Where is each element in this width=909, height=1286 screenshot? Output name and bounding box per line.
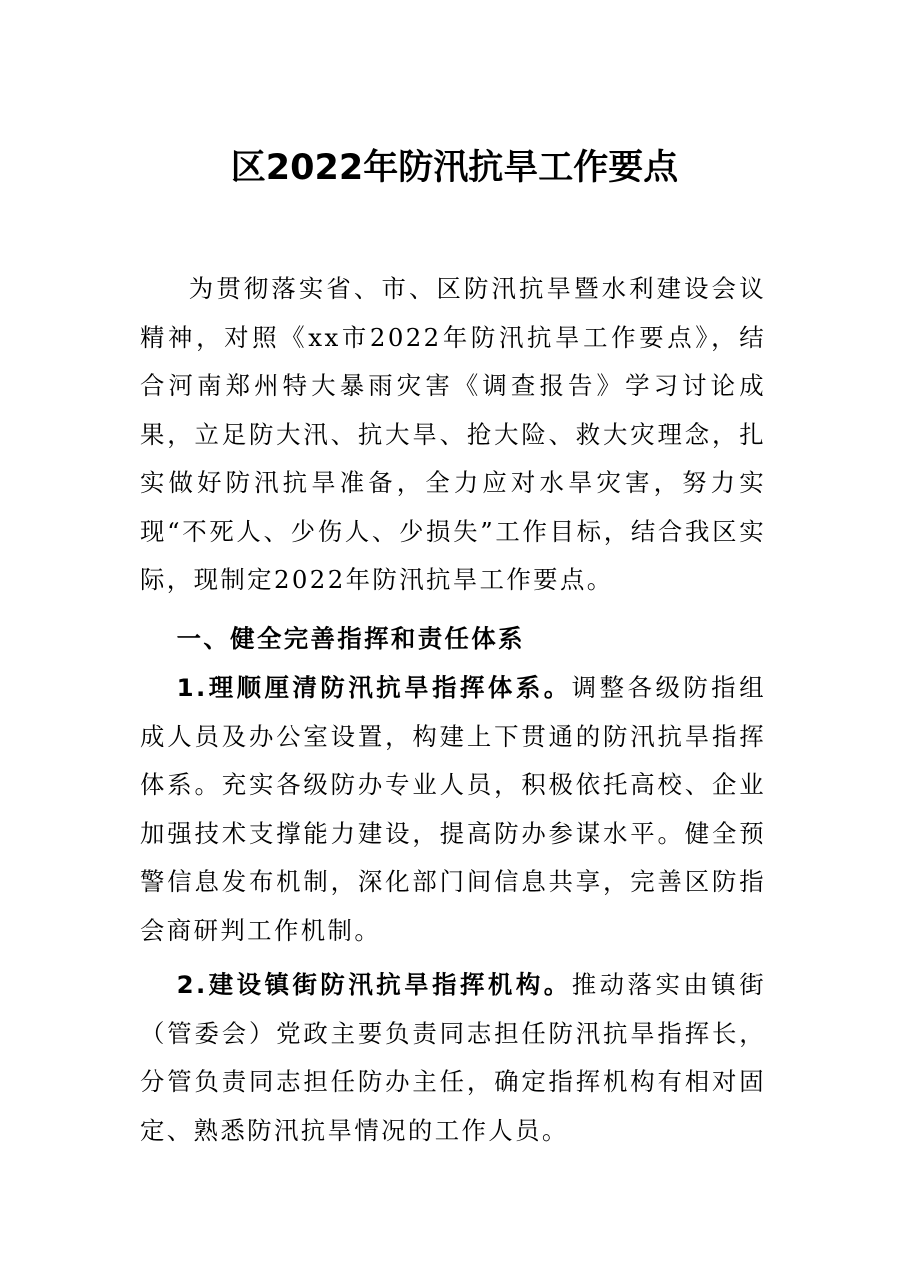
section-item-1: [140, 664, 766, 955]
intro-paragraph: 为贯彻落实省、市、区防汛抗旱暨水利建设会议精神，对照《xx市2022年防汛抗旱工作要点》，结合河南郑州特大暴雨灾害《调查报告》学习讨论成果，立足防大汛、抗大旱、抢大险、救大灾理念，扎实做好防汛抗旱准备，全力应对水旱灾害，努力实现“不死人、少伤人、少损失”工作目标，结合我区实际，现制定2022年防汛抗旱工作要点。: [140, 274, 766, 594]
section-item-2-text: 推动落实由镇街（管委会）党政主要负责同志担任防汛抗旱指挥长，分管负责同志担任防办主任，确定指挥机构有相对固定、熟悉防汛抗旱情况的工作人员。: [140, 970, 766, 1145]
document-body: [140, 265, 766, 1155]
section-item-1-text: 调整各级防指组成人员及办公室设置，构建上下贯通的防汛抗旱指挥体系。充实各级防办专业人员，积极依托高校、企业加强技术支撑能力建设，提高防办参谋水平。健全预警信息发布机制，深化部门间信息共享，完善区防指会商研判工作机制。: [140, 673, 766, 945]
section-item-2: [140, 961, 766, 1155]
section-heading-1: 一、健全完善指挥和责任体系: [176, 623, 525, 653]
section-item-1-lead: 1.理顺厘清防汛抗旱指挥体系。: [176, 673, 572, 702]
section-item-2-lead: 2.建设镇街防汛抗旱指挥机构。: [176, 970, 572, 999]
document-title: 区2022年防汛抗旱工作要点: [230, 148, 679, 188]
